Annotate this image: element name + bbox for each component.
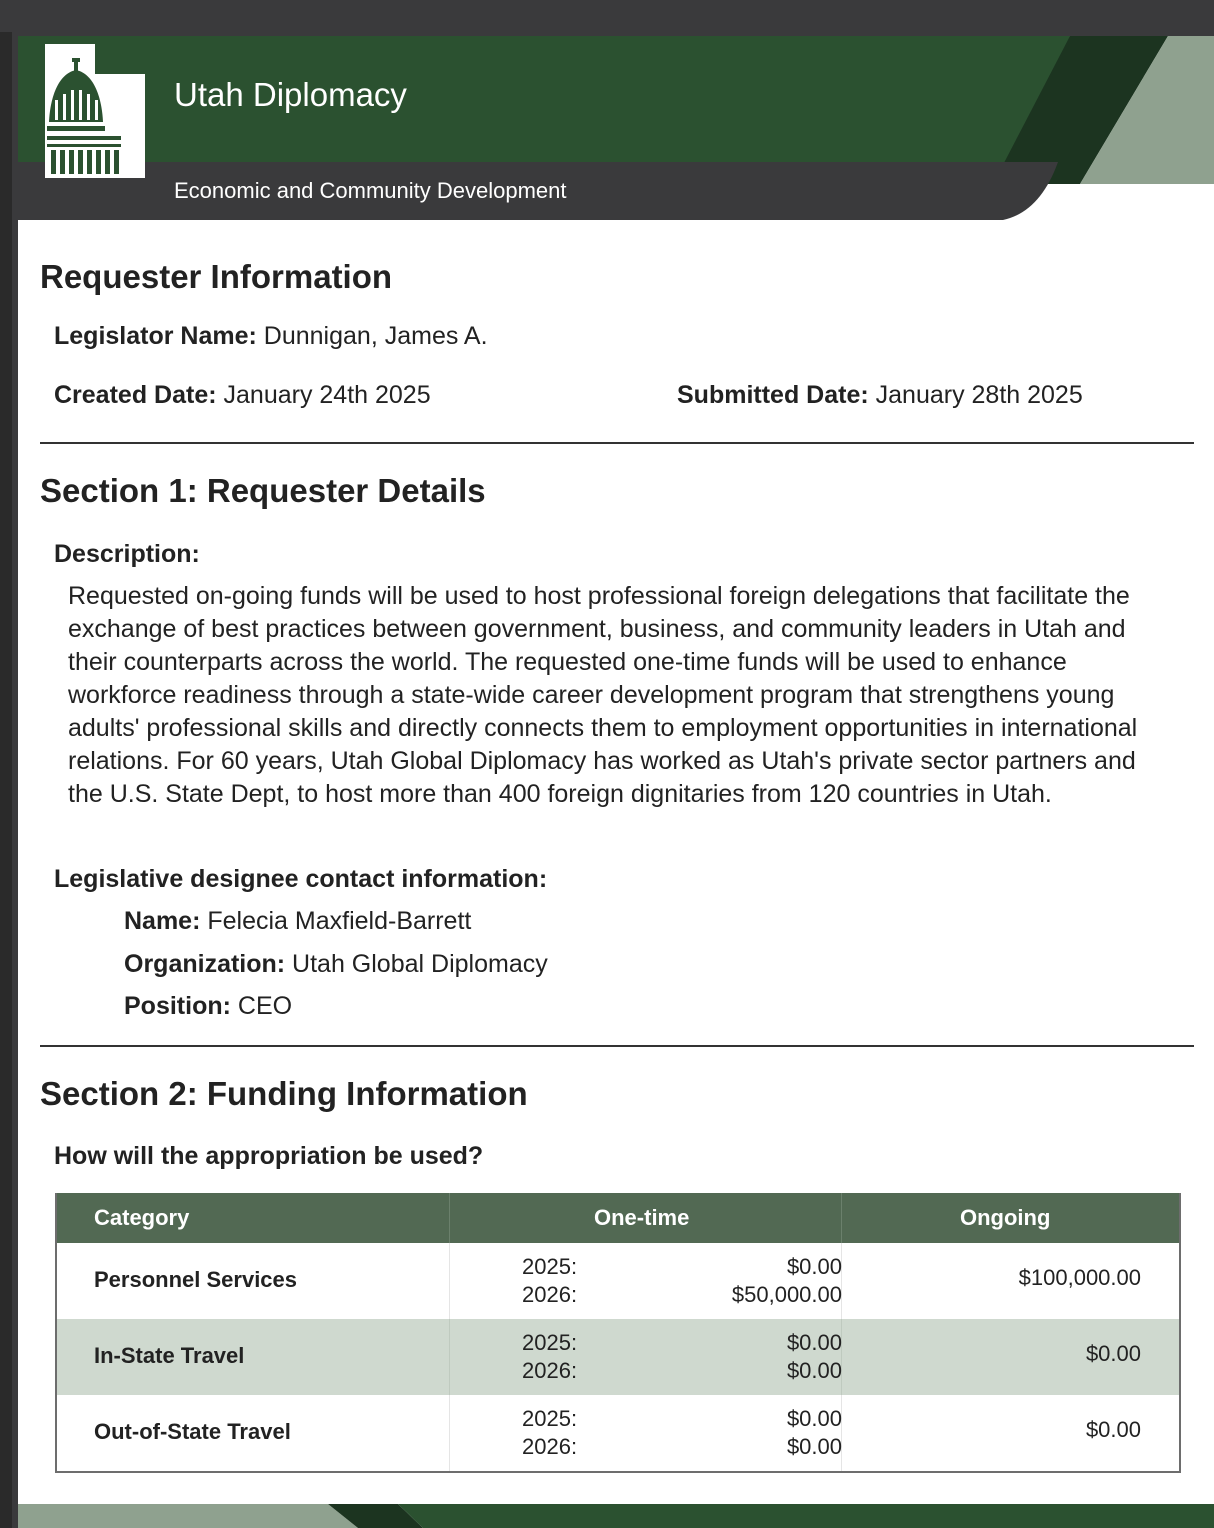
table-header bbox=[57, 1193, 1179, 1243]
column-header-category: Category bbox=[94, 1205, 190, 1230]
designee-position-label: Position: bbox=[124, 992, 231, 1020]
site-title: Utah Diplomacy bbox=[174, 76, 407, 113]
page-footer-band bbox=[18, 1504, 1214, 1528]
legislator-row bbox=[54, 322, 488, 351]
page-header bbox=[18, 36, 1214, 220]
submitted-date-row bbox=[677, 381, 1083, 410]
designee-name-label: Name: bbox=[124, 907, 201, 935]
capitol-dome-icon bbox=[45, 44, 147, 178]
document-page bbox=[18, 36, 1214, 1528]
site-subtitle: Economic and Community Development bbox=[174, 178, 567, 203]
designee-name-value: Felecia Maxfield-Barrett bbox=[200, 907, 472, 935]
table-row bbox=[57, 1243, 1179, 1319]
designee-org-value: Utah Global Diplomacy bbox=[285, 950, 548, 978]
row-amount-2: $0.00 bbox=[786, 1434, 842, 1459]
row-year-2: 2026: bbox=[522, 1282, 578, 1307]
requester-heading: Requester Information bbox=[40, 258, 393, 295]
table-row bbox=[57, 1319, 1179, 1395]
row-amount-1: $0.00 bbox=[786, 1330, 842, 1355]
created-date-value: January 24th 2025 bbox=[216, 381, 431, 409]
description-label: Description: bbox=[54, 540, 200, 568]
row-year-1: 2025: bbox=[522, 1406, 578, 1431]
row-year-1: 2025: bbox=[522, 1254, 578, 1279]
designee-position-value: CEO bbox=[230, 992, 293, 1020]
submitted-date-value: January 28th 2025 bbox=[868, 381, 1083, 409]
row-amount-1: $0.00 bbox=[786, 1406, 842, 1431]
row-ongoing: $0.00 bbox=[1085, 1417, 1141, 1442]
legislator-label: Legislator Name: bbox=[54, 322, 257, 350]
row-ongoing: $0.00 bbox=[1085, 1341, 1141, 1366]
legislator-value: Dunnigan, James A. bbox=[256, 322, 488, 350]
window-top-bar bbox=[0, 0, 1214, 32]
row-year-1: 2025: bbox=[522, 1330, 578, 1355]
section2-heading: Section 2: Funding Information bbox=[40, 1075, 528, 1112]
row-category: Out-of-State Travel bbox=[94, 1419, 291, 1444]
appropriation-question: How will the appropriation be used? bbox=[54, 1142, 484, 1170]
funding-table bbox=[55, 1193, 1181, 1473]
created-date-row bbox=[54, 381, 431, 410]
description-text: Requested on-going funds will be used to host professional foreign delegations that facilitate the exchange of best practices between government, business, and community leaders in Utah and their counterparts across the world. The requested one-time funds will be used to enhance workforce readiness through a state-wide career development program that strengthens young adults' professional skills and directly connects them to employment opportunities in international relations. For 60 years, Utah Global Diplomacy has worked as Utah's private sector partners and the U.S. State Dept, to host more than 400 foreign dignitaries from 120 countries in Utah. bbox=[68, 582, 1138, 808]
row-year-2: 2026: bbox=[522, 1358, 578, 1383]
row-category: Personnel Services bbox=[94, 1267, 298, 1292]
row-amount-1: $0.00 bbox=[786, 1254, 842, 1279]
designee-position-row bbox=[124, 992, 292, 1021]
section1-heading: Section 1: Requester Details bbox=[40, 472, 486, 509]
row-year-2: 2026: bbox=[522, 1434, 578, 1459]
divider bbox=[40, 1045, 1194, 1047]
divider bbox=[40, 442, 1194, 444]
designee-name-row bbox=[124, 907, 471, 936]
submitted-date-label: Submitted Date: bbox=[677, 381, 869, 409]
row-amount-2: $50,000.00 bbox=[731, 1282, 842, 1307]
row-ongoing: $100,000.00 bbox=[1018, 1265, 1141, 1290]
created-date-label: Created Date: bbox=[54, 381, 217, 409]
designee-label: Legislative designee contact information: bbox=[54, 865, 548, 893]
designee-org-label: Organization: bbox=[124, 950, 286, 978]
table-row bbox=[57, 1395, 1179, 1471]
row-amount-2: $0.00 bbox=[786, 1358, 842, 1383]
designee-org-row bbox=[124, 950, 548, 979]
column-header-onetime: One-time bbox=[594, 1205, 690, 1230]
column-header-ongoing: Ongoing bbox=[960, 1205, 1051, 1230]
row-category: In-State Travel bbox=[94, 1343, 245, 1368]
window-left-edge bbox=[0, 32, 12, 1528]
